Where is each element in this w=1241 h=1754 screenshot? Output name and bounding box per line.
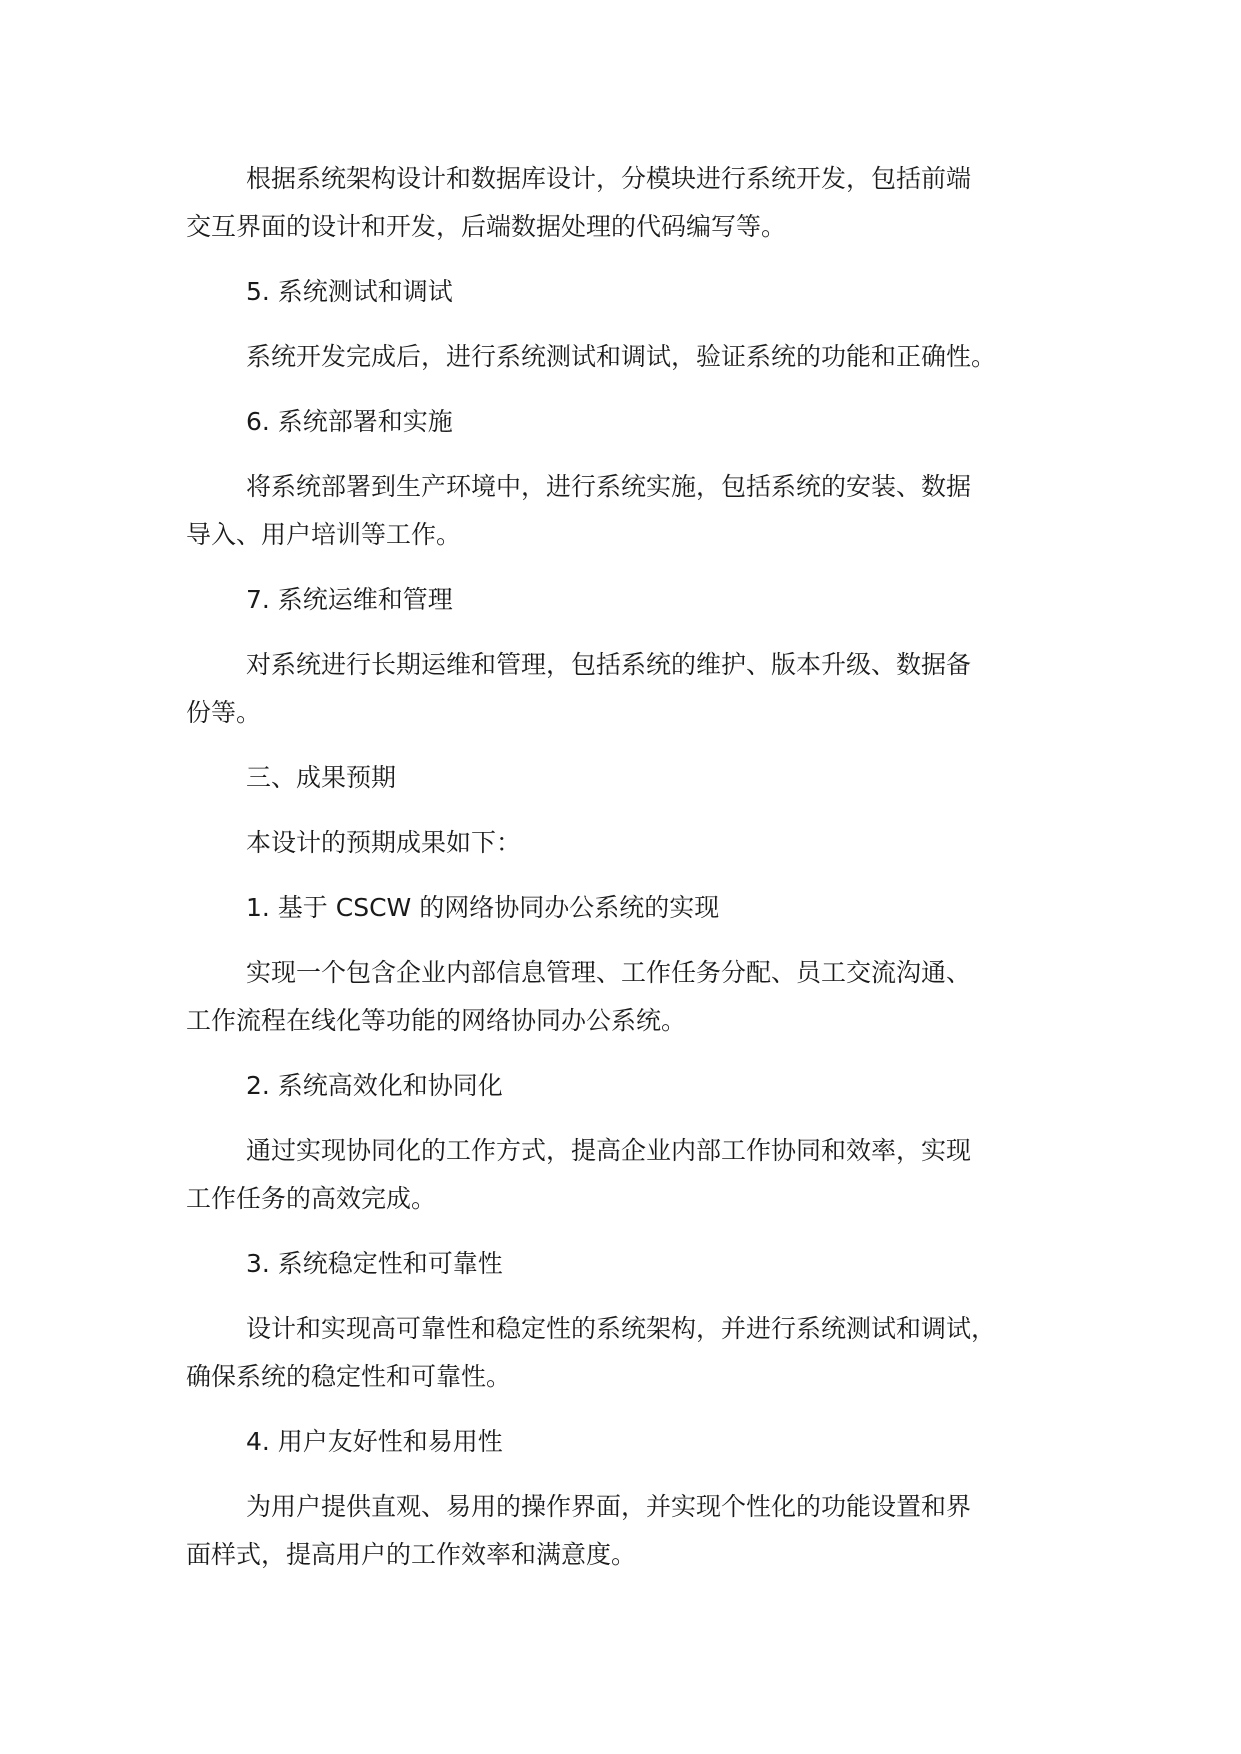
text-line: 5. 系统测试和调试	[246, 277, 453, 306]
heading-operations	[186, 576, 1086, 624]
text-line: 确保系统的稳定性和可靠性。	[186, 1362, 512, 1391]
text-line: 通过实现协同化的工作方式，提高企业内部工作协同和效率，实现	[246, 1136, 972, 1165]
text-line: 面样式，提高用户的工作效率和满意度。	[186, 1540, 637, 1569]
text-line: 工作流程在线化等功能的网络协同办公系统。	[186, 1006, 687, 1035]
paragraph-dev-modules	[186, 155, 1086, 251]
paragraph-result-2	[186, 1127, 1086, 1223]
paragraph-results-intro	[186, 819, 1086, 867]
paragraph-deployment	[186, 463, 1086, 559]
paragraph-result-4	[186, 1483, 1086, 1579]
heading-result-4	[186, 1418, 1086, 1466]
heading-system-testing	[186, 268, 1086, 316]
text-line: 对系统进行长期运维和管理，包括系统的维护、版本升级、数据备	[246, 650, 972, 679]
text-line: 将系统部署到生产环境中，进行系统实施，包括系统的安装、数据	[246, 472, 972, 501]
text-line: 系统开发完成后，进行系统测试和调试，验证系统的功能和正确性。	[246, 342, 997, 371]
text-line: 1. 基于 CSCW 的网络协同办公系统的实现	[246, 893, 720, 922]
text-line: 工作任务的高效完成。	[186, 1184, 437, 1213]
text-line: 为用户提供直观、易用的操作界面，并实现个性化的功能设置和界	[246, 1492, 972, 1521]
paragraph-testing	[186, 333, 1086, 381]
text-line: 本设计的预期成果如下：	[246, 828, 522, 857]
paragraph-operations	[186, 641, 1086, 737]
heading-result-3	[186, 1240, 1086, 1288]
heading-deployment	[186, 398, 1086, 446]
paragraph-result-1	[186, 949, 1086, 1045]
text-line: 7. 系统运维和管理	[246, 585, 453, 614]
text-line: 6. 系统部署和实施	[246, 407, 453, 436]
document-body	[186, 155, 1086, 1596]
text-line: 设计和实现高可靠性和稳定性的系统架构，并进行系统测试和调试，	[246, 1314, 997, 1343]
text-line: 2. 系统高效化和协同化	[246, 1071, 503, 1100]
text-line: 交互界面的设计和开发，后端数据处理的代码编写等。	[186, 212, 787, 241]
text-line: 三、成果预期	[246, 763, 397, 792]
text-line: 导入、用户培训等工作。	[186, 520, 462, 549]
text-line: 3. 系统稳定性和可靠性	[246, 1249, 503, 1278]
paragraph-result-3	[186, 1305, 1086, 1401]
text-line: 根据系统架构设计和数据库设计，分模块进行系统开发，包括前端	[246, 164, 972, 193]
heading-result-1	[186, 884, 1086, 932]
heading-result-2	[186, 1062, 1086, 1110]
text-line: 实现一个包含企业内部信息管理、工作任务分配、员工交流沟通、	[246, 958, 972, 987]
heading-expected-results	[186, 754, 1086, 802]
text-line: 4. 用户友好性和易用性	[246, 1427, 503, 1456]
text-line: 份等。	[186, 698, 262, 727]
